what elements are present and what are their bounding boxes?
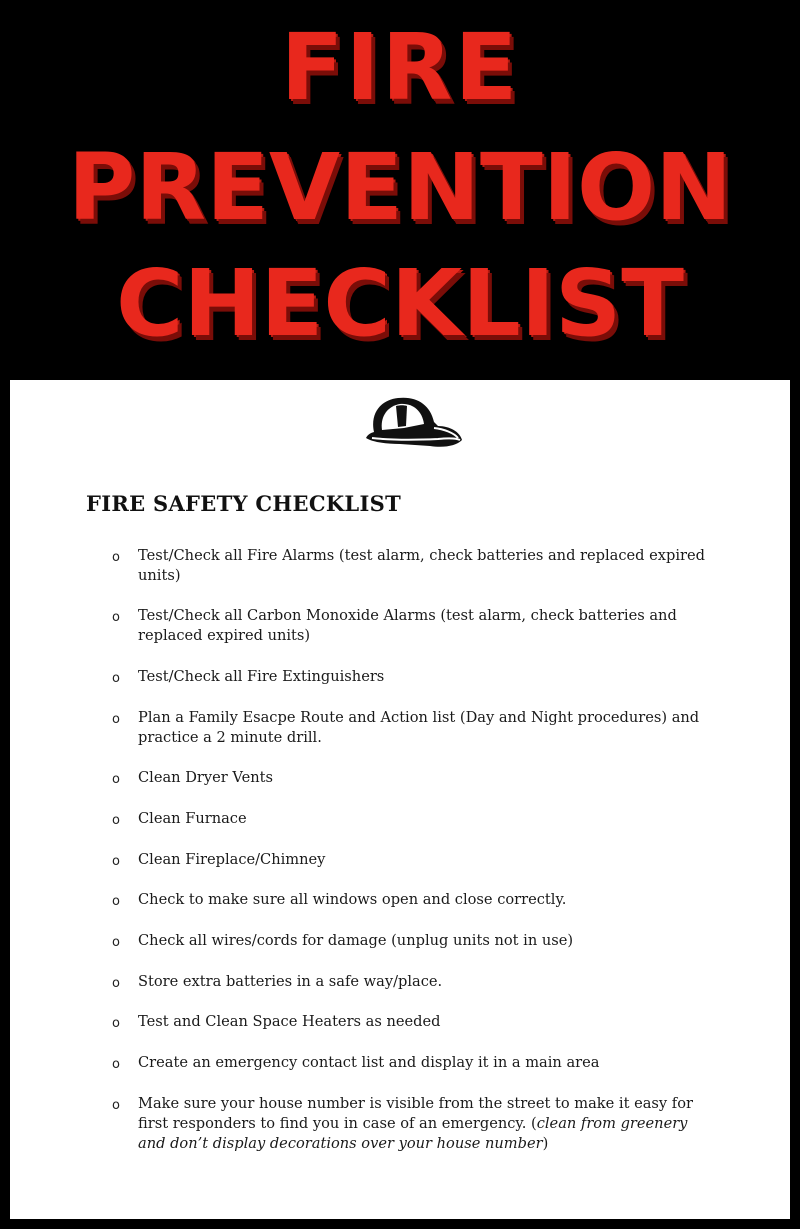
bullet-icon: o: [112, 854, 120, 869]
bullet-icon: o: [112, 894, 120, 909]
list-item-main-text: Make sure your house number is visible from the street to make it easy for first responders to find you in case of an emergency. (: [138, 1095, 693, 1132]
list-item-text: Create an emergency contact list and display it in a main area: [138, 1054, 600, 1071]
list-item-text: Test and Clean Space Heaters as needed: [138, 1013, 441, 1030]
bullet-icon: o: [112, 671, 120, 686]
title-line-checklist: CHECKLIST: [115, 250, 685, 357]
checklist: [10, 380, 790, 1219]
list-item-text: Check to make sure all windows open and close correctly.: [138, 891, 567, 908]
bullet-icon: o: [112, 712, 120, 727]
bullet-icon: o: [112, 1098, 120, 1113]
bullet-icon: o: [112, 935, 120, 950]
bullet-icon: o: [112, 1016, 120, 1031]
list-item-italic-note: clean from greenery and don’t display decorations over your house number: [138, 1115, 688, 1152]
list-item-text: Clean Fireplace/Chimney: [138, 851, 326, 868]
list-item-text: Test/Check all Fire Extinguishers: [138, 668, 385, 685]
bullet-icon: o: [112, 1057, 120, 1072]
list-item-text: Clean Dryer Vents: [138, 769, 273, 786]
bullet-icon: o: [112, 813, 120, 828]
bullet-icon: o: [112, 772, 120, 787]
checklist-sheet: [10, 380, 790, 1219]
section-title: FIRE SAFETY CHECKLIST: [86, 491, 402, 516]
list-item-text: Check all wires/cords for damage (unplug units not in use): [138, 932, 574, 949]
list-item-text: Clean Furnace: [138, 810, 247, 827]
list-item-text: [138, 1094, 718, 1154]
list-item-text: Test/Check all Carbon Monoxide Alarms (test alarm, check batteries and replaced expired units): [138, 607, 677, 644]
list-item-text: Test/Check all Fire Alarms (test alarm, check batteries and replaced expired units): [138, 547, 705, 584]
title-line-fire: FIRE: [280, 14, 520, 121]
list-item-closing: ): [542, 1135, 549, 1152]
page-header: [0, 0, 800, 372]
title-line-prevention: PREVENTION: [67, 134, 733, 241]
list-item-text: Plan a Family Esacpe Route and Action list (Day and Night procedures) and practice a 2 minute drill.: [138, 709, 700, 746]
list-item-text: Store extra batteries in a safe way/place.: [138, 973, 443, 990]
bullet-icon: o: [112, 550, 120, 565]
bullet-icon: o: [112, 610, 120, 625]
bullet-icon: o: [112, 976, 120, 991]
